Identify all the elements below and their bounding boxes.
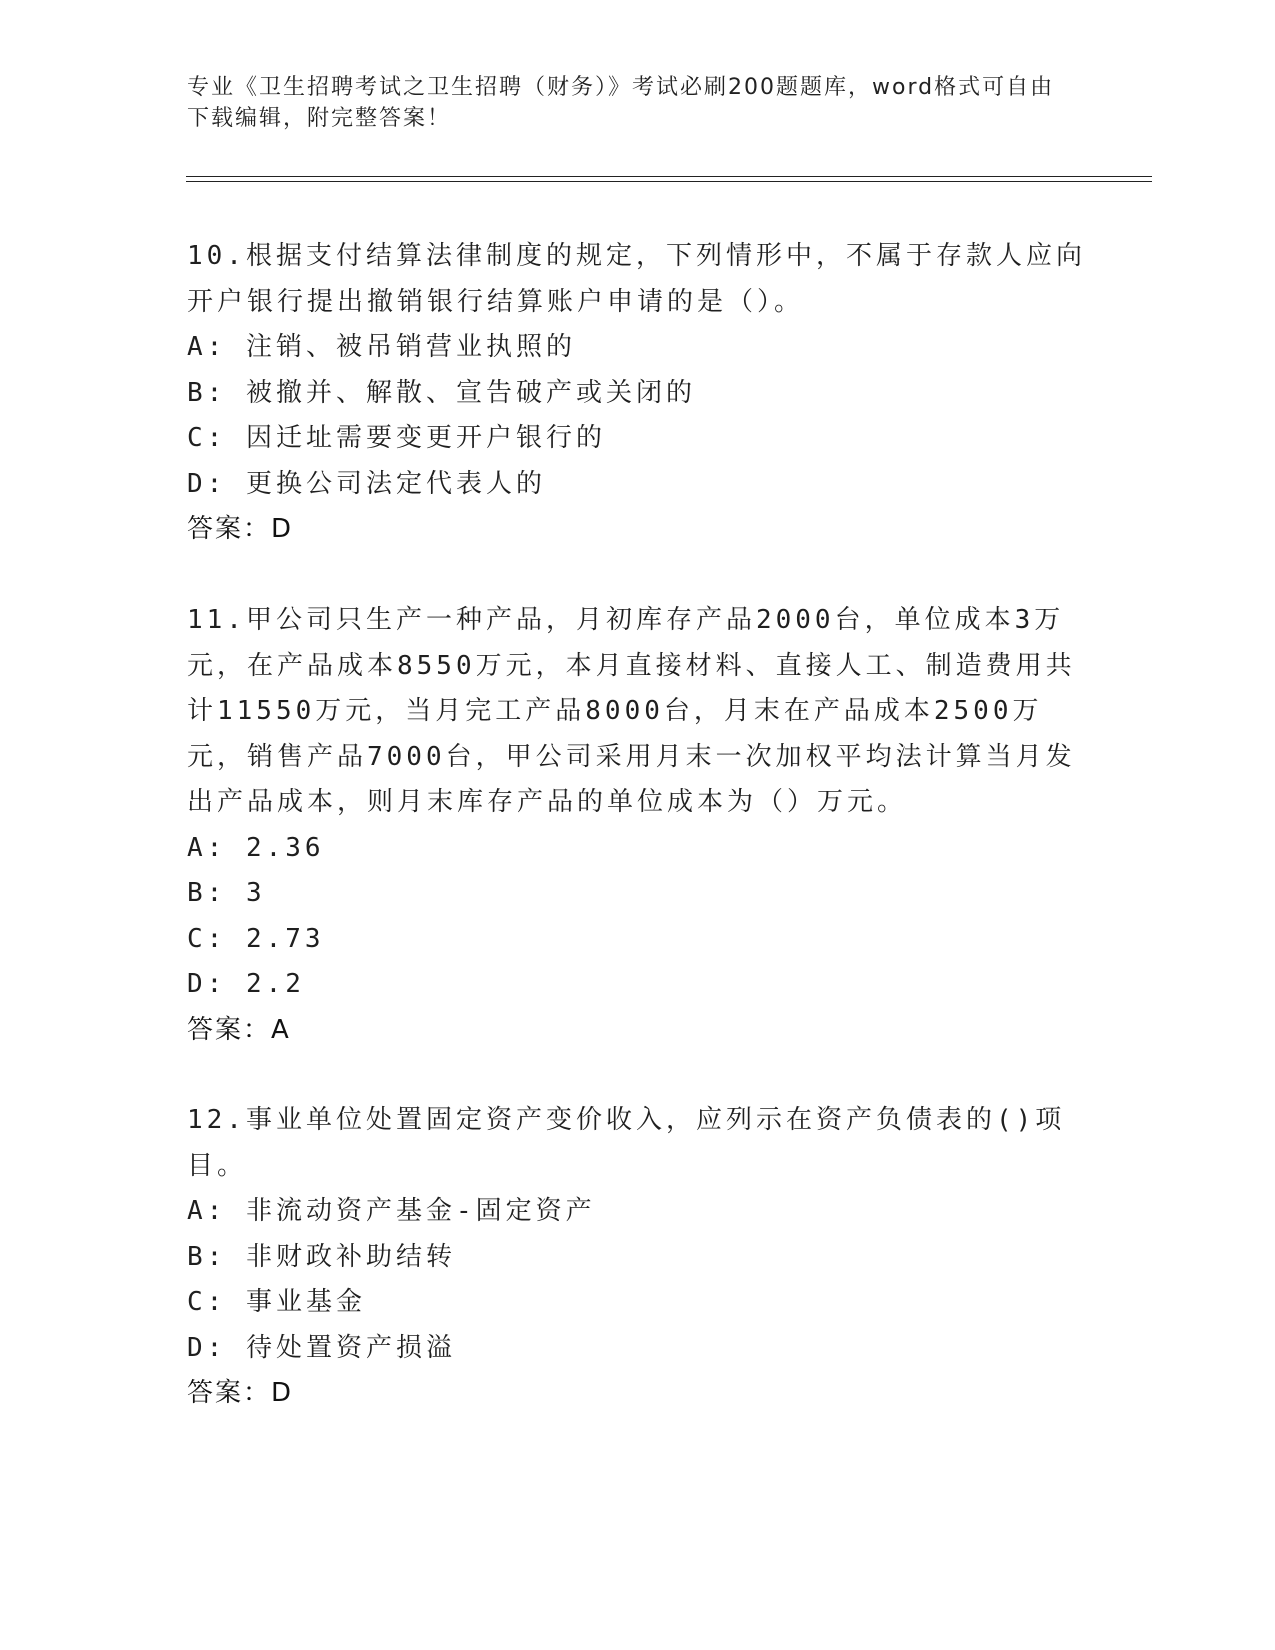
question-11	[187, 598, 1087, 1053]
option-c: C: 事业基金	[187, 1287, 366, 1317]
option-c: C: 2.73	[187, 923, 325, 954]
option-a: A: 2.36	[187, 832, 325, 863]
answer-label: 答案：D	[187, 1378, 294, 1408]
option-b: B: 3	[187, 878, 266, 908]
question-10	[187, 234, 1087, 553]
answer-label: 答案：A	[187, 1014, 291, 1045]
question-text: 12.事业单位处置固定资产变价收入，应列示在资产负债表的()项目。	[187, 1105, 1066, 1181]
option-d: D: 待处置资产损溢	[187, 1332, 456, 1363]
answer-label: 答案：D	[187, 514, 294, 544]
option-a: A: 非流动资产基金-固定资产	[187, 1196, 596, 1226]
question-text: 10.根据支付结算法律制度的规定，下列情形中，不属于存款人应向开户银行提出撤销银行结算账户申请的是（）。	[187, 241, 1086, 317]
header-divider-bottom	[186, 181, 1152, 182]
header-divider-top	[186, 176, 1152, 177]
option-c: C: 因迁址需要变更开户银行的	[187, 423, 606, 453]
document-header: 专业《卫生招聘考试之卫生招聘（财务）》考试必刷200题题库，word格式可自由下载编辑，附完整答案！	[187, 75, 1055, 131]
option-a: A: 注销、被吊销营业执照的	[187, 332, 576, 362]
option-d: D: 更换公司法定代表人的	[187, 468, 546, 499]
question-12	[187, 1098, 1087, 1417]
option-b: B: 被撤并、解散、宣告破产或关闭的	[187, 377, 696, 408]
option-b: B: 非财政补助结转	[187, 1241, 456, 1272]
option-d: D: 2.2	[187, 969, 305, 999]
question-text: 11.甲公司只生产一种产品，月初库存产品2000台，单位成本3万元，在产品成本8550万元，本月直接材料、直接人工、制造费用共计11550万元，当月完工产品8000台，月末在产品成本2500万元，销售产品7000台，甲公司采用月末一次加权平均法计算当月发出产品成本，则月末库存产品的单位成本为（）万元。	[187, 605, 1076, 817]
